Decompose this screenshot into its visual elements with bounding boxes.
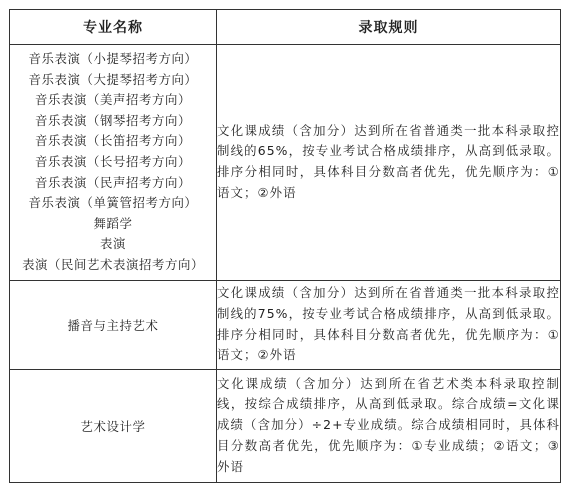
column-header-rule: 录取规则 [217, 10, 561, 45]
rule-text: 文化课成绩（含加分）达到所在省普通类一批本科录取控制线的65%，按专业考试合格成绩排序，从高到低录取。排序分相同时，具体科目分数高者优先，优先顺序为：①语文；②外语 [217, 122, 560, 201]
major-name: 艺术设计学 [80, 418, 146, 434]
column-header-major: 专业名称 [10, 10, 217, 45]
major-name: 音乐表演（民声招考方向） [35, 174, 191, 190]
major-cell [10, 280, 217, 369]
major-name: 音乐表演（长笛招考方向） [35, 133, 191, 149]
admission-rules-table [9, 9, 561, 483]
major-cell [10, 45, 217, 281]
major-name: 音乐表演（美声招考方向） [35, 92, 191, 108]
rule-cell [217, 280, 561, 369]
rule-text: 文化课成绩（含加分）达到所在省普通类一批本科录取控制线的75%，按专业考试合格成绩排序，从高到低录取。排序分相同时，具体科目分数高者优先，优先顺序为：①语文；②外语 [217, 284, 560, 363]
major-list [10, 45, 216, 280]
major-cell [10, 369, 217, 482]
major-name: 表演（民间艺术表演招考方向） [22, 256, 204, 272]
major-name: 音乐表演（小提琴招考方向） [28, 51, 198, 66]
rule-text: 文化课成绩（含加分）达到所在省艺术类本科录取控制线，按综合成绩排序，从高到低录取。综合成绩=文化课成绩（含加分）÷2+专业成绩。综合成绩相同时，具体科目分数高者优先，优先顺序为：①专业成绩；②语文；③外语 [217, 375, 560, 474]
major-name: 播音与主持艺术 [67, 317, 159, 333]
rule-cell [217, 45, 561, 281]
major-name: 音乐表演（大提琴招考方向） [28, 71, 198, 87]
major-name: 舞蹈学 [93, 215, 133, 231]
rule-cell [217, 369, 561, 482]
major-name: 音乐表演（单簧管招考方向） [28, 195, 198, 211]
major-name: 表演 [100, 236, 126, 252]
table-row [10, 45, 561, 281]
table-row [10, 369, 561, 482]
table-row [10, 280, 561, 369]
major-name: 音乐表演（钢琴招考方向） [35, 112, 191, 128]
major-name: 音乐表演（长号招考方向） [35, 153, 191, 169]
table-header-row [10, 10, 561, 45]
